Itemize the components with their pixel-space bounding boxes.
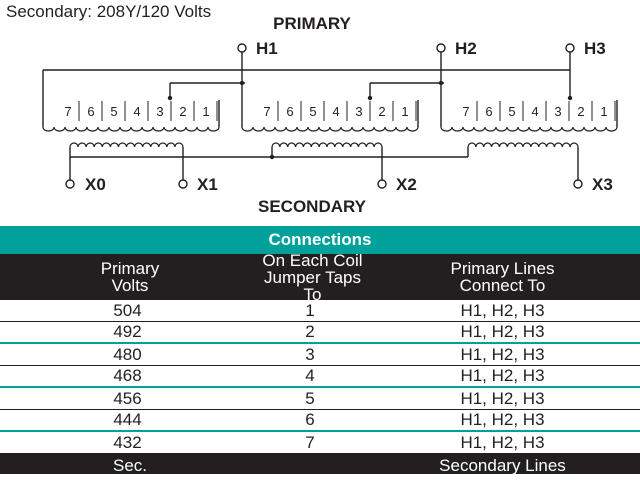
table-row (0, 388, 640, 410)
tap-label: 4 (332, 104, 340, 119)
cell-lines: H1, H2, H3 (460, 432, 545, 452)
tap-label: 7 (64, 104, 72, 119)
cell-tap: 7 (305, 432, 315, 452)
cell-volts: 456 (113, 388, 142, 408)
cell-tap: 2 (305, 322, 315, 341)
table-row (0, 322, 640, 344)
table-row (0, 366, 640, 388)
x0-label: X0 (85, 175, 106, 194)
tap-label: 3 (156, 104, 164, 119)
footer-secondary-lines: Secondary Lines (439, 456, 566, 475)
primary-coils (43, 100, 617, 131)
connections-title: Connections (0, 226, 640, 254)
header-primary-volts: Primary Volts (100, 259, 160, 295)
cell-lines: H1, H2, H3 (460, 410, 545, 429)
x1-terminal-icon (179, 180, 187, 188)
x3-label: X3 (592, 175, 613, 194)
secondary-rating-label: Secondary: 208Y/120 Volts (6, 2, 212, 21)
tap-label: 5 (309, 104, 317, 119)
x1-label: X1 (197, 175, 218, 194)
cell-tap: 5 (305, 388, 315, 408)
secondary-coil (70, 143, 183, 147)
h1-terminal-icon (238, 44, 246, 52)
x2-label: X2 (396, 175, 417, 194)
cell-lines: H1, H2, H3 (460, 366, 545, 385)
tap-label: 2 (378, 104, 386, 119)
footer-secondary: Sec. (112, 456, 148, 475)
tap-label: 7 (263, 104, 271, 119)
tap-label: 1 (401, 104, 409, 119)
cell-volts: 444 (113, 410, 142, 429)
secondary-coil (468, 143, 578, 147)
cell-lines: H1, H2, H3 (460, 300, 545, 320)
tap-label: 6 (485, 104, 493, 119)
x3-terminal-icon (574, 180, 582, 188)
header-jumper: On Each Coil Jumper Taps To (262, 250, 363, 304)
h2-label: H2 (455, 39, 477, 58)
cell-tap: 4 (305, 366, 315, 385)
tap-label: 2 (179, 104, 187, 119)
primary-title: PRIMARY (273, 14, 351, 33)
primary-coil (242, 100, 418, 131)
tap-label: 5 (508, 104, 516, 119)
wiring-diagram (0, 0, 640, 226)
tap-label: 6 (286, 104, 294, 119)
cell-volts: 492 (113, 322, 142, 341)
tap-label: 1 (600, 104, 608, 119)
cell-volts: 480 (113, 344, 142, 364)
cell-tap: 1 (305, 300, 315, 320)
cell-volts: 432 (113, 432, 142, 452)
tap-label: 5 (110, 104, 118, 119)
tap-label: 7 (462, 104, 470, 119)
tap-label: 4 (133, 104, 141, 119)
h2-terminal-icon (437, 44, 445, 52)
tap-label: 3 (355, 104, 363, 119)
primary-coil (43, 100, 219, 131)
secondary-coil (272, 143, 382, 147)
table-row (0, 344, 640, 366)
table-row (0, 410, 640, 432)
tap-label: 2 (577, 104, 585, 119)
x2-terminal-icon (378, 180, 386, 188)
primary-coil (441, 100, 617, 131)
table-row (0, 432, 640, 454)
tap-label: 4 (531, 104, 539, 119)
x0-terminal-icon (66, 180, 74, 188)
connections-footer (0, 454, 640, 474)
tap-label: 1 (202, 104, 210, 119)
connections-header (0, 250, 640, 304)
connections-rows (0, 300, 640, 454)
connections-table (0, 226, 640, 474)
cell-lines: H1, H2, H3 (460, 388, 545, 408)
h3-label: H3 (584, 39, 606, 58)
cell-volts: 468 (113, 366, 142, 385)
cell-lines: H1, H2, H3 (460, 344, 545, 364)
cell-volts: 504 (113, 300, 142, 320)
header-primary-lines: Primary Lines Connect To (450, 259, 555, 295)
secondary-title: SECONDARY (258, 197, 366, 216)
tap-label: 3 (554, 104, 562, 119)
cell-tap: 6 (305, 410, 315, 429)
cell-lines: H1, H2, H3 (460, 322, 545, 341)
cell-tap: 3 (305, 344, 315, 364)
secondary-coils (70, 143, 578, 147)
h1-label: H1 (256, 39, 278, 58)
h3-terminal-icon (566, 44, 574, 52)
tap-label: 6 (87, 104, 95, 119)
table-row (0, 300, 640, 322)
